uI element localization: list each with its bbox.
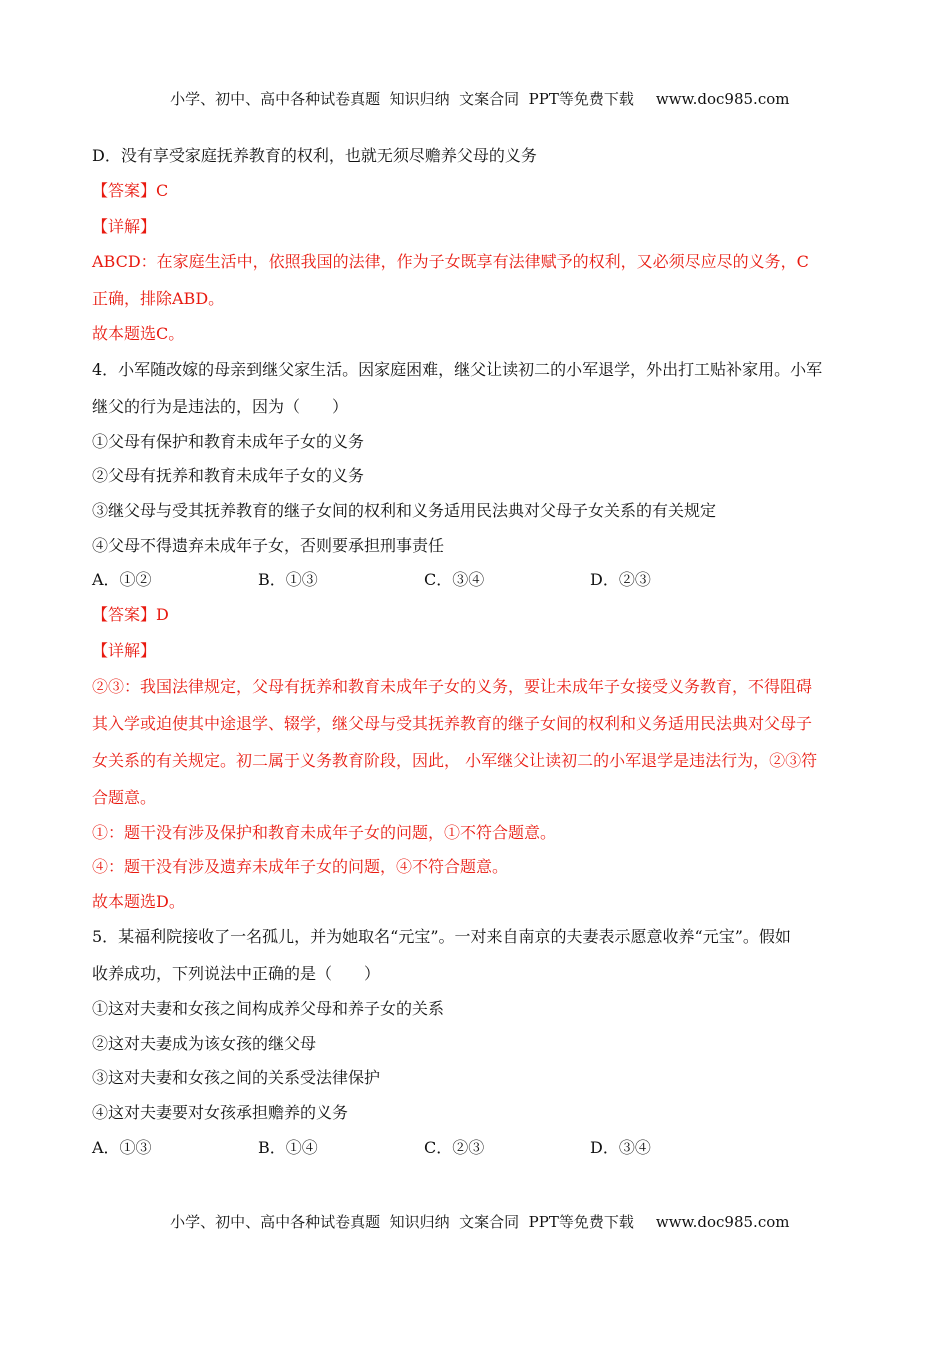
q4-stem-line: 继父的行为是违法的，因为（ ） (92, 397, 349, 416)
q4-detail-line: ①：题干没有涉及保护和教育未成年子女的问题，①不符合题意。 (92, 823, 557, 842)
q3-option-d: D．没有享受家庭抚养教育的权利，也就无须尽赡养父母的义务 (92, 146, 537, 165)
q4-option-d: D．②③ (590, 570, 651, 589)
header-url[interactable]: www.doc985.com (655, 90, 790, 108)
q4-statement: ③继父母与受其抚养教育的继子女间的权利和义务适用民法典对父母子女关系的有关规定 (92, 501, 717, 520)
q5-statement: ④这对夫妻要对女孩承担赡养的义务 (92, 1103, 349, 1122)
q5-option-a: A．①③ (92, 1138, 152, 1157)
page-header (0, 70, 950, 109)
q4-statement: ②父母有抚养和教育未成年子女的义务 (92, 466, 365, 485)
q3-conclusion: 故本题选C。 (92, 324, 185, 343)
q4-statement: ④父母不得遗弃未成年子女，否则要承担刑事责任 (92, 536, 445, 555)
q4-detail-line: 女关系的有关规定。初二属于义务教育阶段，因此， 小军继父让读初二的小军退学是违法行为，②③符 (92, 751, 818, 770)
q4-option-c: C．③④ (424, 570, 485, 589)
q3-detail-line: ABCD：在家庭生活中，依照我国的法律，作为子女既享有法律赋予的权利，又必须尽应尽的义务，C (92, 252, 809, 271)
footer-url[interactable]: www.doc985.com (655, 1213, 790, 1231)
q5-stem-line: 收养成功，下列说法中正确的是（ ） (92, 964, 381, 983)
q4-option-a: A．①② (92, 570, 152, 589)
q5-option-d: D．③④ (590, 1138, 651, 1157)
q4-statement: ①父母有保护和教育未成年子女的义务 (92, 432, 365, 451)
footer-text: 小学、初中、高中各种试卷真题 知识归纳 文案合同 PPT等免费下载 (170, 1213, 634, 1231)
q4-answer-label: 【答案】 (92, 605, 157, 624)
q4-option-b: B．①③ (258, 570, 318, 589)
q5-option-b: B．①④ (258, 1138, 318, 1157)
q4-detail-line: ④：题干没有涉及遗弃未成年子女的问题，④不符合题意。 (92, 857, 509, 876)
q4-answer (92, 605, 169, 625)
q4-stem-line: 4．小军随改嫁的母亲到继父家生活。因家庭困难，继父让读初二的小军退学，外出打工贴补家用。小军 (92, 360, 823, 379)
q5-stem-line: 5．某福利院接收了一名孤儿，并为她取名“元宝”。一对来自南京的夫妻表示愿意收养“元宝”。假如 (92, 927, 791, 946)
page-footer (0, 1193, 950, 1232)
q5-statement: ③这对夫妻和女孩之间的关系受法律保护 (92, 1068, 381, 1087)
q5-statement: ②这对夫妻成为该女孩的继父母 (92, 1034, 317, 1053)
q4-detail-label: 【详解】 (92, 641, 157, 660)
q4-detail-line: 其入学或迫使其中途退学、辍学，继父母与受其抚养教育的继子女间的权利和义务适用民法典对父母子 (92, 714, 813, 733)
q4-answer-value: D (156, 605, 169, 624)
q4-conclusion: 故本题选D。 (92, 892, 185, 911)
q4-detail-line: ②③：我国法律规定，父母有抚养和教育未成年子女的义务，要让未成年子女接受义务教育，不得阻碍 (92, 677, 813, 696)
q3-detail-label: 【详解】 (92, 217, 157, 236)
q5-option-c: C．②③ (424, 1138, 485, 1157)
q3-answer-label: 【答案】 (92, 181, 157, 200)
header-text: 小学、初中、高中各种试卷真题 知识归纳 文案合同 PPT等免费下载 (170, 90, 634, 108)
q3-answer (92, 181, 168, 201)
q4-detail-line: 合题意。 (92, 788, 157, 807)
q5-statement: ①这对夫妻和女孩之间构成养父母和养子女的关系 (92, 999, 445, 1018)
q3-answer-value: C (156, 181, 169, 200)
q3-detail-line: 正确，排除ABD。 (92, 289, 225, 308)
